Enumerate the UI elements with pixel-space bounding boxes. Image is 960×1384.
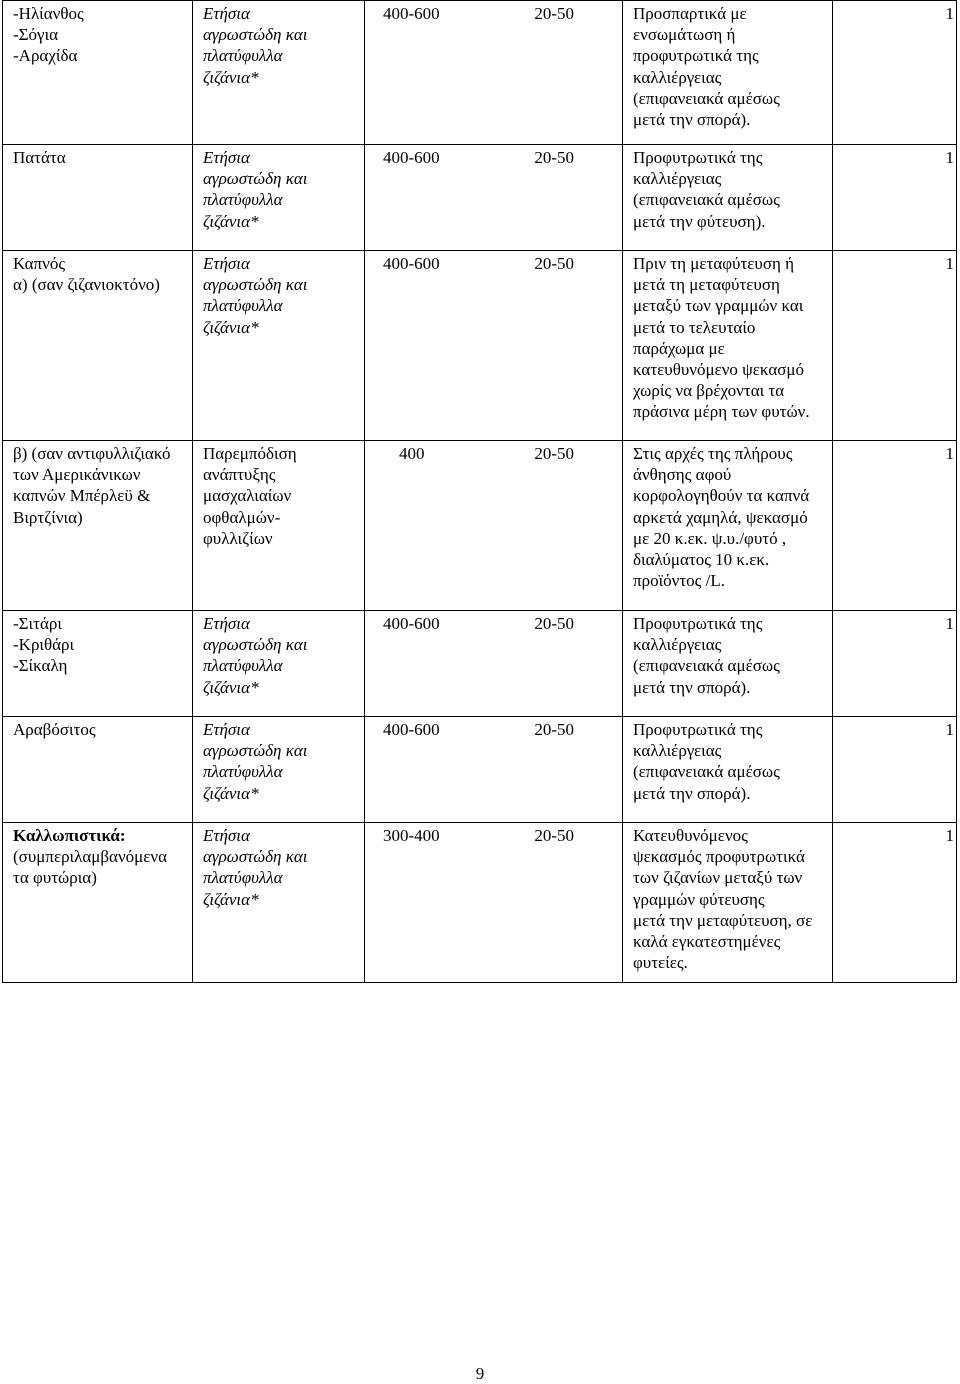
application-time-cell [623,611,833,717]
target-cell [193,717,365,823]
spray-volume-value: 20-50 [534,444,574,463]
crop-cell-line: καπνών Μπέρλεϋ & [13,486,151,506]
crop-cell-line: -Σιτάρι [13,614,62,633]
dose-volume-cell [365,441,623,611]
application-time-cell-line: Προσπαρτικά με [633,4,747,23]
target-cell-line: Ετήσια [203,614,250,633]
applications-count: 1 [833,611,957,717]
target-cell-line: μασχαλιαίων [203,486,292,506]
target-cell-line: ζιζάνια* [203,677,259,697]
application-time-cell-line: των ζιζανίων μεταξύ των [633,868,803,888]
target-cell-line: ζιζάνια* [203,67,259,87]
crop-cell-line: α) (σαν ζιζανιοκτόνο) [13,275,160,295]
target-cell-line: ζιζάνια* [203,211,259,231]
applications-count: 1 [833,717,957,823]
crop-cell-line: τα φυτώρια) [13,868,97,888]
target-cell-line: πλατύφυλλα [203,46,283,66]
crop-cell-line: -Σόγια [13,25,59,45]
application-time-cell-line: μετά την μεταφύτευση, σε [633,910,813,930]
crop-cell-line: Καπνός [13,254,66,273]
application-time-cell-line: ψεκασμός προφυτρωτικά [633,847,805,867]
application-time-cell-line: μετά την σπορά). [633,110,751,130]
application-time-cell-line: διαλύματος 10 κ.εκ. [633,550,770,570]
dose-value: 400-600 [383,4,440,23]
application-time-cell-line: Προφυτρωτικά της [633,148,763,167]
target-cell-line: αγρωστώδη και [203,635,308,655]
applications-count: 1 [833,441,957,611]
spray-volume-value: 20-50 [534,254,574,273]
target-cell-line: πλατύφυλλα [203,868,283,888]
dose-value: 400-600 [383,614,440,633]
application-time-cell-line: ενσωμάτωση ή [633,25,736,45]
target-cell-line: Ετήσια [203,148,250,167]
application-time-cell-line: Στις αρχές της πλήρους [633,444,793,463]
target-cell-line: αγρωστώδη και [203,741,308,761]
application-time-cell-line: μετά τη μεταφύτευση [633,275,780,295]
application-time-cell-line: (επιφανειακά αμέσως [633,190,780,210]
table-row [3,823,957,983]
crop-cell-line: β) (σαν αντιφυλλιζιακό [13,444,171,463]
application-time-cell-line: καλλιέργειας [633,169,722,189]
application-time-cell-line: Κατευθυνόμενος [633,826,748,845]
dose-value: 300-400 [383,826,440,845]
spray-volume-value: 20-50 [534,614,574,633]
table-row [3,251,957,441]
application-time-cell-line: με 20 κ.εκ. ψ.υ./φυτό , [633,528,787,548]
application-time-cell-line: προφυτρωτικά της [633,46,759,66]
application-time-cell [623,823,833,983]
spray-volume-value: 20-50 [534,4,574,23]
target-cell-line: πλατύφυλλα [203,190,283,210]
spray-volume-value: 20-50 [534,148,574,167]
target-cell-line: αγρωστώδη και [203,169,308,189]
table-row [3,441,957,611]
target-cell-line: αγρωστώδη και [203,275,308,295]
spray-volume-value: 20-50 [534,720,574,739]
crop-cell [3,717,193,823]
target-cell [193,823,365,983]
applications-count: 1 [833,1,957,145]
crop-cell-line: -Αραχίδα [13,46,78,66]
target-cell-line: Παρεμπόδιση [203,444,297,463]
application-time-cell-line: μεταξύ των γραμμών και [633,296,804,316]
target-cell-line: Ετήσια [203,826,250,845]
target-cell-line: ανάπτυξης [203,465,276,485]
target-cell-line: πλατύφυλλα [203,762,283,782]
crop-cell-line: Καλλωπιστικά: [13,826,126,845]
application-table [2,0,957,983]
target-cell-line: αγρωστώδη και [203,25,308,45]
application-time-cell-line: καλλιέργειας [633,741,722,761]
application-time-cell-line: άνθησης αφού [633,465,732,485]
dose-volume-cell [365,145,623,251]
table-row [3,717,957,823]
target-cell-line: Ετήσια [203,720,250,739]
application-time-cell-line: κορφολογηθούν τα καπνά [633,486,810,506]
application-time-cell-line: χωρίς να βρέχονται τα [633,381,785,401]
dose-volume-cell [365,1,623,145]
dose-volume-cell [365,251,623,441]
applications-count: 1 [833,145,957,251]
crop-cell [3,611,193,717]
application-time-cell-line: καλά εγκατεστημένες [633,932,781,952]
target-cell [193,1,365,145]
application-time-cell-line: πράσινα μέρη των φυτών. [633,402,810,422]
table-row [3,145,957,251]
target-cell-line: ζιζάνια* [203,783,259,803]
application-time-cell-line: (επιφανειακά αμέσως [633,762,780,782]
target-cell [193,441,365,611]
dose-volume-cell [365,717,623,823]
application-time-cell [623,251,833,441]
target-cell [193,251,365,441]
dose-volume-cell [365,823,623,983]
applications-count: 1 [833,251,957,441]
page-number: 9 [475,1364,485,1383]
application-time-cell-line: προϊόντος /L. [633,571,725,591]
crop-cell [3,145,193,251]
application-time-cell-line: Προφυτρωτικά της [633,720,763,739]
crop-cell-line: Πατάτα [13,148,66,167]
target-cell [193,611,365,717]
application-time-cell-line: παράχωμα με [633,338,725,358]
target-cell-line: ζιζάνια* [203,317,259,337]
application-time-cell-line: μετά την σπορά). [633,783,751,803]
dose-volume-cell [365,611,623,717]
application-time-cell [623,145,833,251]
application-time-cell-line: μετά το τελευταίο [633,317,756,337]
application-time-cell-line: Πριν τη μεταφύτευση ή [633,254,795,273]
dose-value: 400-600 [383,148,440,167]
application-time-cell-line: (επιφανειακά αμέσως [633,88,780,108]
target-cell-line: φυλλιζίων [203,528,273,548]
crop-cell [3,441,193,611]
dose-value: 400 [399,444,425,463]
crop-cell-line: Βιρτζίνια) [13,507,83,527]
applications-count: 1 [833,823,957,983]
crop-cell-line: -Ηλίανθος [13,4,84,23]
crop-cell [3,1,193,145]
target-cell-line: οφθαλμών- [203,507,281,527]
table-row [3,611,957,717]
application-time-cell-line: καλλιέργειας [633,67,722,87]
application-time-cell [623,441,833,611]
crop-cell [3,251,193,441]
application-time-cell-line: μετά την σπορά). [633,677,751,697]
dose-value: 400-600 [383,254,440,273]
target-cell-line: Ετήσια [203,4,250,23]
application-time-cell-line: κατευθυνόμενο ψεκασμό [633,360,805,380]
application-time-cell [623,1,833,145]
target-cell [193,145,365,251]
application-time-cell-line: φυτείες. [633,953,688,973]
crop-cell-line: Αραβόσιτος [13,720,96,739]
application-time-cell-line: μετά την φύτευση). [633,211,766,231]
target-cell-line: πλατύφυλλα [203,296,283,316]
application-time-cell-line: (επιφανειακά αμέσως [633,656,780,676]
target-cell-line: αγρωστώδη και [203,847,308,867]
application-time-cell-line: καλλιέργειας [633,635,722,655]
application-time-cell-line: γραμμών φύτευσης [633,889,765,909]
crop-cell-line: -Κριθάρι [13,635,75,655]
target-cell-line: ζιζάνια* [203,889,259,909]
crop-cell [3,823,193,983]
spray-volume-value: 20-50 [534,826,574,845]
application-time-cell-line: αρκετά χαμηλά, ψεκασμό [633,507,808,527]
crop-cell-line: των Αμερικάνικων [13,465,141,485]
application-time-cell-line: Προφυτρωτικά της [633,614,763,633]
crop-cell-line: (συμπεριλαμβανόμενα [13,847,167,867]
target-cell-line: πλατύφυλλα [203,656,283,676]
crop-cell-line: -Σίκαλη [13,656,68,676]
dose-value: 400-600 [383,720,440,739]
target-cell-line: Ετήσια [203,254,250,273]
application-time-cell [623,717,833,823]
table-row [3,1,957,145]
